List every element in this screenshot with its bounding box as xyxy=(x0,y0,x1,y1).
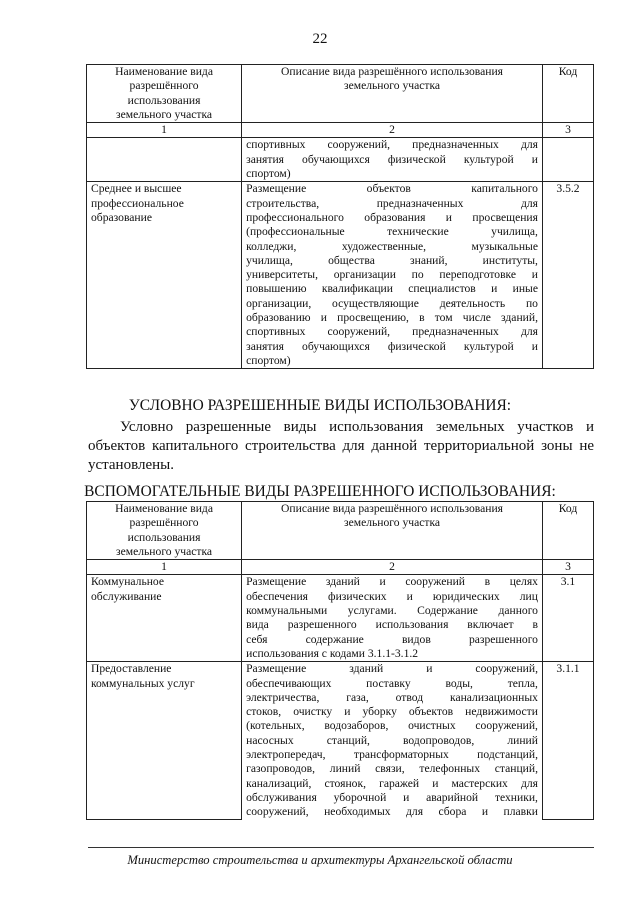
page-number: 22 xyxy=(312,31,328,47)
header-desc-line: Описание вида разрешённого использования xyxy=(281,502,504,515)
desc-line: организации, осуществляющие деятельность по xyxy=(246,296,538,310)
row-desc-cell xyxy=(242,662,543,820)
column-number: 1 xyxy=(87,560,242,575)
header-name-line: разрешённого xyxy=(129,516,199,530)
row-desc-cell xyxy=(242,138,543,182)
table-row xyxy=(87,575,594,662)
row-name-cell xyxy=(87,138,242,182)
desc-line: университеты, организации по переподготовке и xyxy=(246,268,538,282)
paragraph-line: объектов капитального строительства для данной территориальной зоны не xyxy=(88,438,594,454)
table-auxiliary-uses xyxy=(86,501,594,820)
header-name-line: использования xyxy=(127,530,201,544)
desc-line: спортивных сооружений, предназначенных для xyxy=(246,138,538,152)
header-name-line: земельного участка xyxy=(116,544,213,558)
table-row xyxy=(87,138,594,182)
column-number: 3 xyxy=(542,123,593,138)
table-header-row xyxy=(87,65,594,123)
desc-line: спортивных сооружений, предназначенных для xyxy=(246,325,538,339)
desc-line: электропередач, трансформаторных подстанций, xyxy=(246,748,538,762)
desc-line: повышению квалификации специалистов и иные xyxy=(246,282,538,296)
table-row xyxy=(87,182,594,369)
desc-line: училища, общества знаний, институты, xyxy=(246,253,538,267)
header-desc-line: земельного участка xyxy=(344,516,441,530)
header-desc-cell xyxy=(242,65,543,123)
desc-line: себя содержание видов разрешенного xyxy=(246,632,538,646)
desc-line: профессионального образования и просвещения xyxy=(246,210,538,224)
row-desc-cell xyxy=(242,575,543,662)
column-numbers-row xyxy=(87,123,594,138)
desc-line: электричества, газа, отвод канализационных xyxy=(246,690,538,704)
name-line: образование xyxy=(91,210,152,224)
footer-divider xyxy=(88,847,594,848)
column-number: 2 xyxy=(242,560,543,575)
row-name-cell xyxy=(87,182,242,369)
header-desc-cell xyxy=(242,502,543,560)
row-code-cell: 3.1 xyxy=(542,575,593,662)
header-name-cell xyxy=(87,65,242,123)
name-line: коммунальных услуг xyxy=(91,676,195,690)
desc-line: стоков, очистку и уборку объектов недвижимости xyxy=(246,705,538,719)
conditional-uses-paragraph xyxy=(88,418,594,475)
name-line: Коммунальное xyxy=(91,575,165,589)
desc-line: коммунальными услугами. Содержание данного xyxy=(246,604,538,618)
desc-line: колледжи, художественные, музыкальные xyxy=(246,239,538,253)
section-title-conditional: УСЛОВНО РАЗРЕШЕННЫЕ ВИДЫ ИСПОЛЬЗОВАНИЯ: xyxy=(128,397,512,414)
desc-line: Размещение объектов капитального xyxy=(246,182,538,196)
footer-ministry: Министерство строительства и архитектуры Архангельской области xyxy=(127,853,513,867)
paragraph-line: установлены. xyxy=(88,457,174,473)
column-number: 3 xyxy=(542,560,593,575)
desc-line: использования с кодами 3.1.1-3.1.2 xyxy=(246,646,419,660)
section-title-auxiliary: ВСПОМОГАТЕЛЬНЫЕ ВИДЫ РАЗРЕШЕННОГО ИСПОЛЬЗОВАНИЯ: xyxy=(84,483,556,500)
desc-line: строительства, предназначенных для xyxy=(246,196,538,210)
name-line: профессиональное xyxy=(91,196,184,210)
header-name-line: разрешённого xyxy=(129,79,199,93)
name-line: обслуживание xyxy=(91,589,162,603)
column-numbers-row xyxy=(87,560,594,575)
desc-line: газопроводов, линий связи, телефонных станций, xyxy=(246,762,538,776)
header-desc-line: Описание вида разрешённого использования xyxy=(281,65,504,78)
desc-line: канализаций, стоянок, гаражей и мастерских для xyxy=(246,776,538,790)
desc-line: занятия обучающихся физической культурой и xyxy=(246,152,538,166)
row-code-cell: 3.5.2 xyxy=(542,182,593,369)
header-name-line: Наименование вида xyxy=(115,65,213,78)
header-name-cell xyxy=(87,502,242,560)
row-code-cell xyxy=(542,138,593,182)
header-desc-line: земельного участка xyxy=(344,79,441,93)
paragraph-line: Условно разрешенные виды использования земельных участков и xyxy=(120,419,594,435)
table-permitted-uses-continued xyxy=(86,64,594,369)
column-number: 1 xyxy=(87,123,242,138)
name-line: Предоставление xyxy=(91,662,172,676)
desc-line: Размещение зданий и сооружений в целях xyxy=(246,575,538,589)
desc-line: (профессиональные технические училища, xyxy=(246,225,538,239)
table-header-row xyxy=(87,502,594,560)
header-name-line: земельного участка xyxy=(116,107,213,121)
desc-line: вида разрешенного использования включает в xyxy=(246,618,538,632)
desc-line: Размещение зданий и сооружений, xyxy=(246,662,538,676)
desc-line: спортом) xyxy=(246,353,291,367)
desc-line: обслуживания уборочной и аварийной техники, xyxy=(246,790,538,804)
desc-line: занятия обучающихся физической культурой и xyxy=(246,339,538,353)
desc-line: спортом) xyxy=(246,167,291,181)
header-name-line: использования xyxy=(127,93,201,107)
name-line: Среднее и высшее xyxy=(91,182,182,196)
desc-line: насосных станций, водопроводов, линий xyxy=(246,733,538,747)
row-name-cell xyxy=(87,575,242,662)
desc-line: обеспечения физических и юридических лиц xyxy=(246,589,538,603)
desc-line: обеспечивающих поставку воды, тепла, xyxy=(246,676,538,690)
desc-line: (котельных, водозаборов, очистных сооружений, xyxy=(246,719,538,733)
row-desc-cell xyxy=(242,182,543,369)
header-code-cell: Код xyxy=(542,502,593,560)
desc-line: образованию и просвещению, в том числе зданий, xyxy=(246,311,538,325)
header-name-line: Наименование вида xyxy=(115,502,213,515)
row-name-cell xyxy=(87,662,242,820)
table-row xyxy=(87,662,594,820)
header-code-cell: Код xyxy=(542,65,593,123)
row-code-cell: 3.1.1 xyxy=(542,662,593,820)
desc-line: сооружений, необходимых для сбора и плавки xyxy=(246,805,538,819)
column-number: 2 xyxy=(242,123,543,138)
